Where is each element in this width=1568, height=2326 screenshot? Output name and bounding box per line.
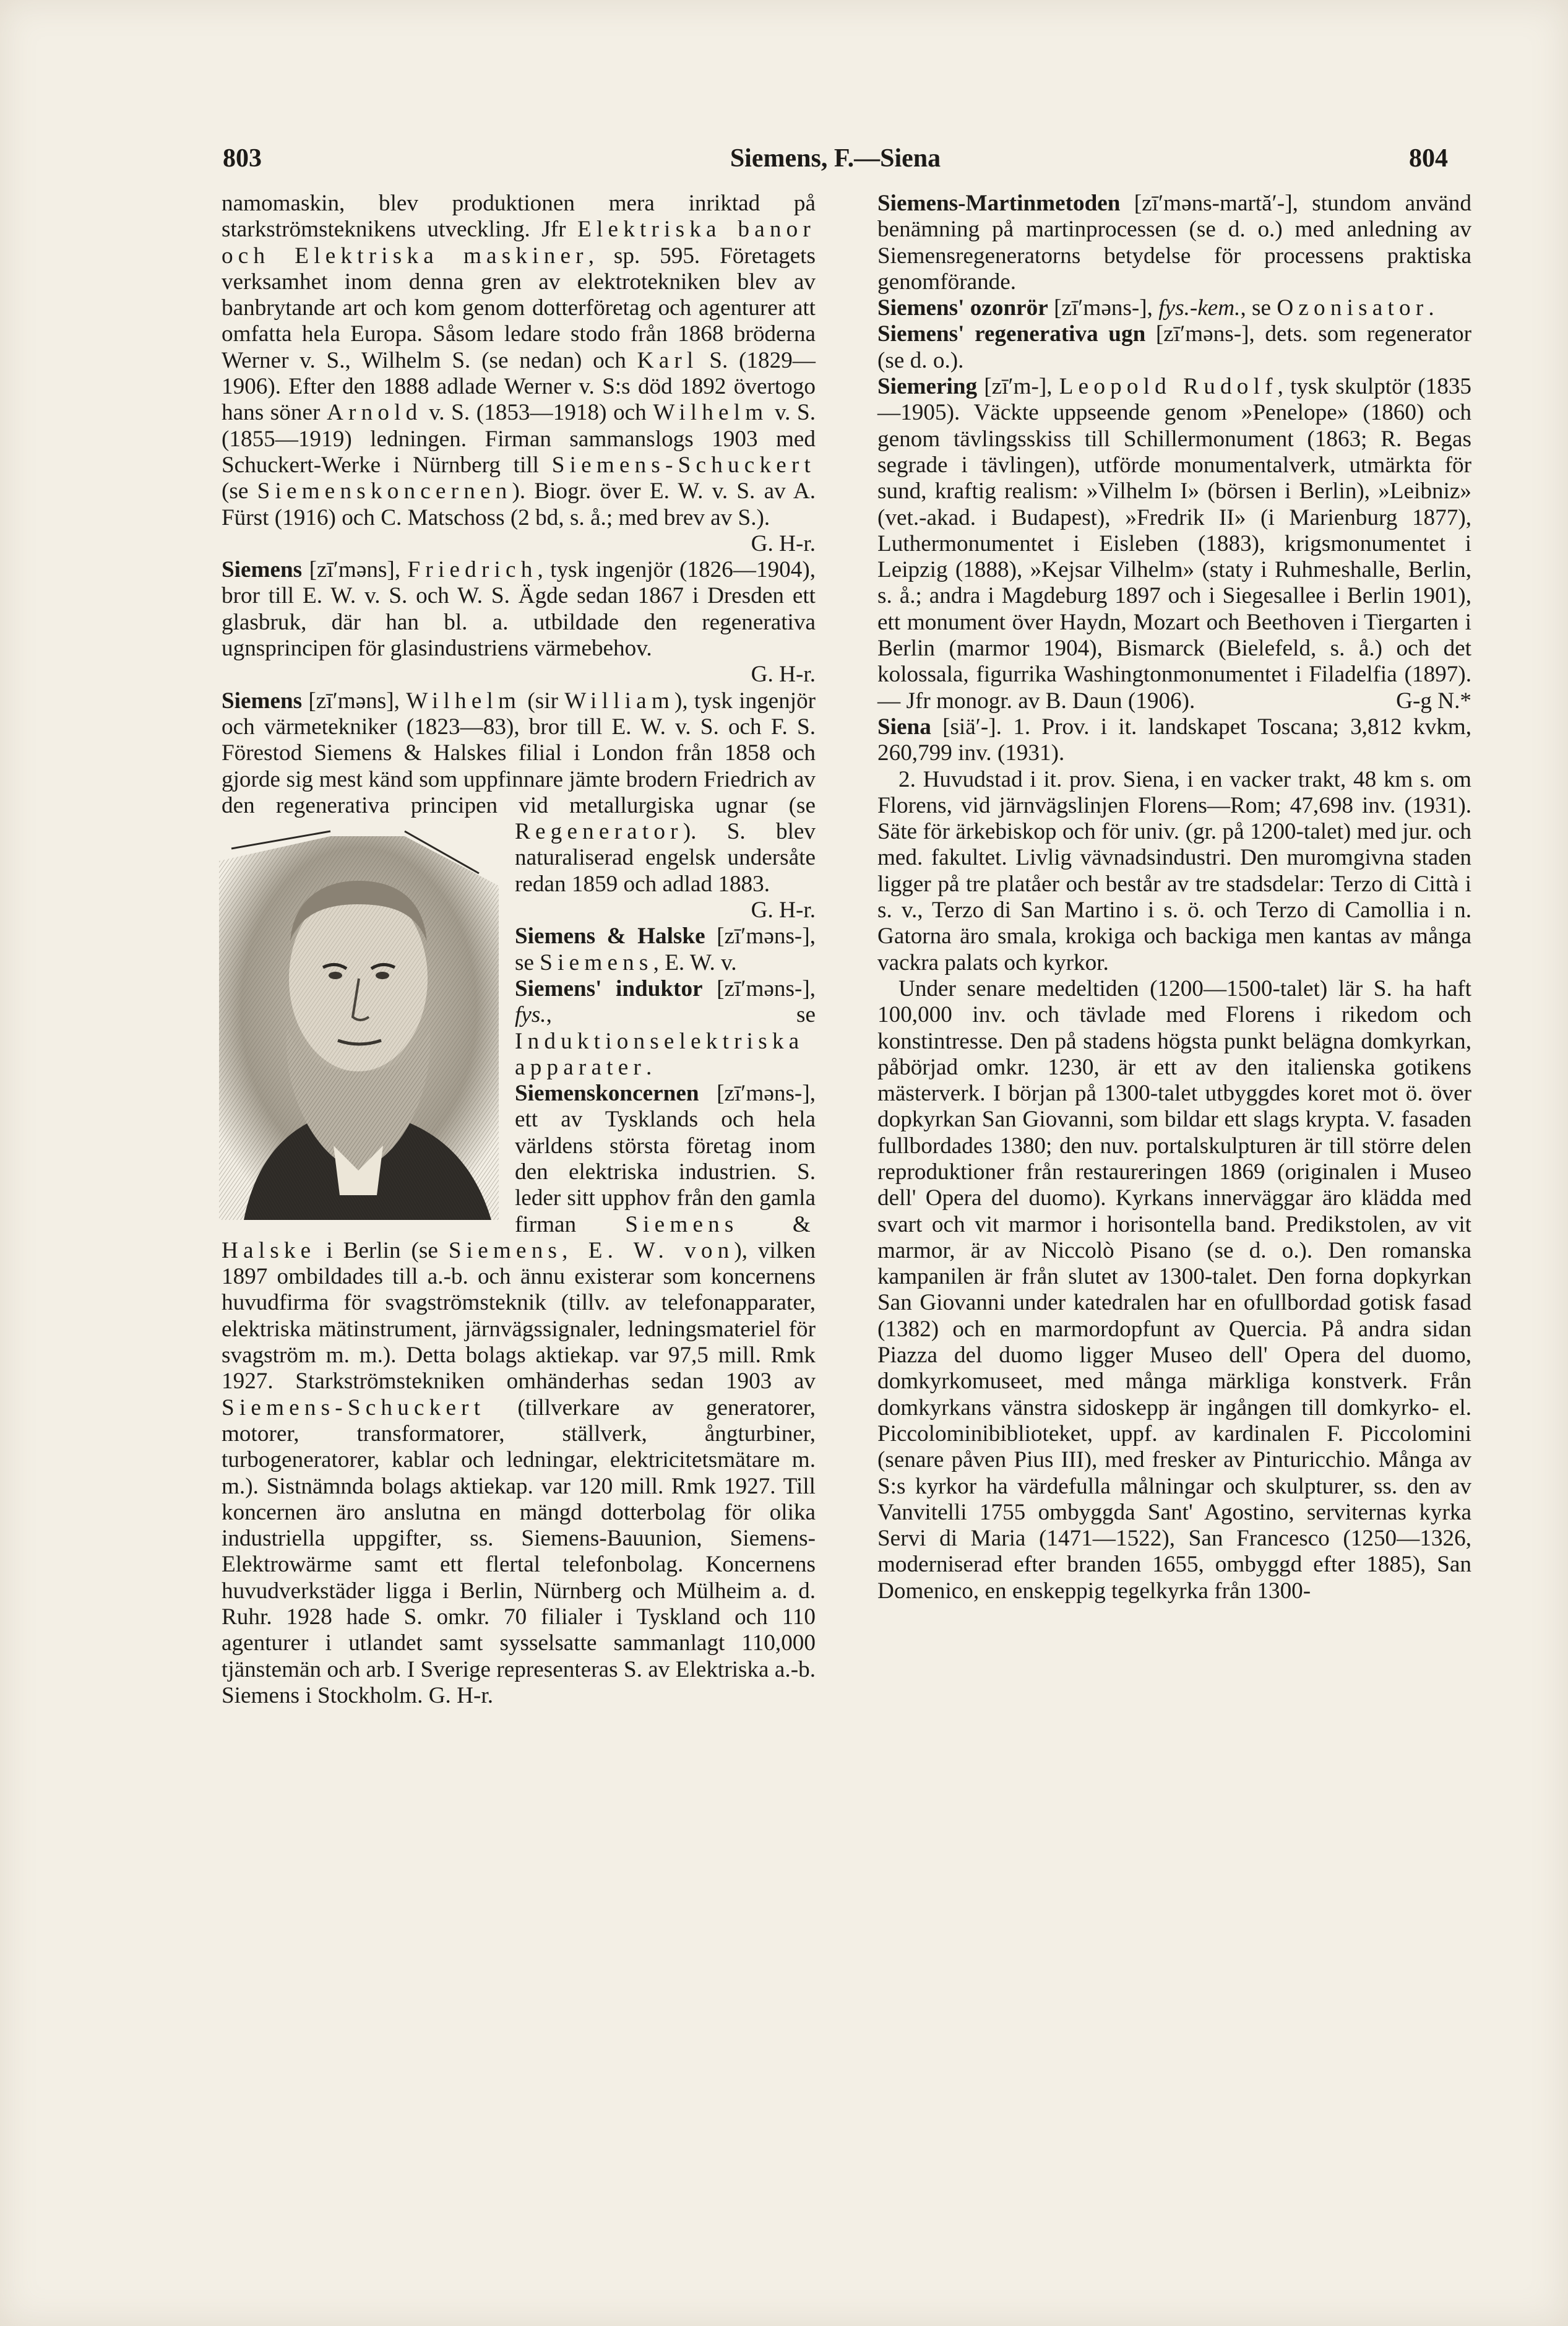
cross-reference: Induktionselektriska apparater [515, 1028, 804, 1080]
entry-siemens-induktor: Siemens' induktor [zī′məns-], fys., se Induktionselektriska apparater. [515, 975, 816, 1080]
entry-siemens-continuation: namomaskin, blev produktionen mera inriktad på starkströmsteknikens utveckling. Jfr Elektriska banor och Elektriska maskiner, sp. 595. Företagets verksamhet inom denna gren av elektrotekniken blev av banbrytande art och kom genom dotterföretag och agenturer att omfatta hela Europa. Såsom ledare stodo från 1868 bröderna Werner v. S., Wilhelm S. (se nedan) och Karl S. (1829—1906). Efter den 1888 adlade Werner v. S:s död 1892 övertogo hans söner Arnold v. S. (1853—1918) och Wilhelm v. S. (1855—1919) ledningen. Firman sammanslogs 1903 med Schuckert-Werke i Nürnberg till Siemens-Schuckert (se Siemenskoncernen). Biogr. över E. W. v. S. av A. Fürst (1916) och C. Matschoss (2 bd, s. å.; med brev av S.). G. H-r. [222, 191, 816, 556]
pronunciation: [zī′məns], [309, 557, 401, 583]
cross-reference: Siemens [540, 949, 653, 975]
cross-reference: Siemens, E. W. von [448, 1237, 734, 1263]
column-left [222, 191, 816, 1709]
entry-siena-paragraph: Under senare medeltiden (1200—1500-talet) lär S. ha haft 100,000 inv. och tävlade med Florens i rikedom och konstintresse. Den på stadens högsta punkt belägna domkyrkan, påbörjad omkr. 1230, är ett av den italienska gotikens mästerverk. I början på 1300-talet utbyggdes koret mot ö. över dopkyrkan San Giovanni, som bildar ett slags krypta. V. fasaden fullbordades 1380; den nuv. portalskulpturen är till större delen reproduktioner från restaureringen 1869 (originalen i Museo dell' Opera del duomo). Kyrkans innerväggar äro klädda med svart och vit marmor i horisontella band. Predikstolen, av vit marmor, är av Niccolò Pisano (se d. o.). Den romanska kampanilen är från slutet av 1300-talet. Den forna dopkyrkan San Giovanni under katedralen har en ofullbordad gotisk fasad (1382) och en marmordopfunt av Quercia. På andra sidan Piazza del duomo ligger Museo dell' Opera del duomo, domkyrkomuseet, med många märkliga konstverk. Från domkyrkans vänstra sidoskepp är ingången till domkyrko- el. Piccolominibiblioteket, uppf. av kardinalen F. Piccolomini (senare påven Pius III), med fresker av Pinturicchio. Många av S:s kyrkor ha värdefulla målningar och skulpturer, ss. den av Vanvitelli 1755 ombyggda Sant' Agostino, serviternas kyrka Servi di Maria (1471—1522), San Francesco (1250—1326, moderniserad efter branden 1655, ombyggd efter 1885), San Domenico, en enskeppig tegelkyrka från 1300- [877, 975, 1471, 1604]
entry-siemens-halske: Siemens & Halske [zī′məns-], se Siemens, E. W. v. [515, 923, 816, 975]
cross-reference: Siemens & Halske [222, 1211, 816, 1263]
page-number-left: 803 [223, 144, 262, 173]
headword: Siemens-Martinmetoden [877, 191, 1121, 216]
headword: Siemens & Halske [515, 923, 705, 949]
headword: Siemens' regenerativa ugn [877, 321, 1146, 347]
pronunciation: [siä′-]. [942, 714, 1002, 740]
cross-reference: Siemenskoncernen [257, 478, 512, 504]
cross-reference: Ozonisator [1277, 295, 1429, 321]
entry-siemering: Siemering [zī′m-], Leopold Rudolf, tysk skulptör (1835—1905). Väckte uppseende genom »Penelope» (1860) och genom tävlingsskiss till Schillermonument (1863; R. Begas segrade i tävlingen), utförde monumentalverk, utmärkta för sund, kraftig realism: »Vilhelm I» (börsen i Berlin), »Leibniz» (vet.-akad. i Budapest), »Fredrik II» (i Marienburg 1877), Luthermonumentet i Eisleben (1883), krigsmonumentet i Leipzig (1888), »Kejsar Vilhelm» (staty i Ruhmeshalle, Berlin, s. å.; andra i Magdeburg 1897 och i Siegesallee i Berlin 1901), ett monument över Haydn, Mozart och Beethoven i Tiergarten i Berlin (marmor 1904), Bismarck (Bielefeld, s. å.) och det kolossala, figurrika Washingtonmonumentet i Filadelfia (1897). — Jfr monogr. av B. Daun (1906). G-g N.* [877, 374, 1471, 714]
page-number-right: 804 [1409, 144, 1448, 173]
entry-siemens-ozonror: Siemens' ozonrör [zī′məns-], fys.-kem., se Ozonisator. [877, 295, 1434, 321]
page-header [223, 144, 1448, 181]
pronunciation: [zī′məns-], [1155, 321, 1255, 347]
portrait-engraving [219, 824, 499, 1220]
headword: Siemering [877, 374, 978, 400]
entry-siemens-martinmetoden: Siemens-Martinmetoden [zī′məns-martă′-], stundom använd benämning på martinprocessen (se d. o.) med anledning av Siemensregeneratorns betydelse för processens praktiska genomförande. [877, 191, 1471, 295]
entry-siemenskoncernen: Siemenskoncernen [zī′məns-], ett av Tysklands och hela världens största företag inom den elektriska industrien. S. leder sitt upphov från den gamla firman Siemens & Halske i Berlin (se Siemens, E. W. von), vilken 1897 ombildades till a.-b. och ännu existerar som koncernens huvudfirma för svagströmsteknik (tillv. av telefonapparater, elektriska mätinstrument, järnvägssignaler, ledningsmateriel för svagström m. m.). Detta bolags aktiekap. var 97,5 mill. Rmk 1927. Starkströmstekniken omhänderhas sedan 1903 av Siemens-Schuckert (tillverkare av generatorer, motorer, transformatorer, ställverk, ångturbiner, turbogeneratorer, kablar och ledningar, elektricitetsmätare m. m.). Sistnämnda bolags aktiekap. var 120 mill. Rmk 1927. Till koncernen äro anslutna en mängd dotterbolag för olika industriella uppgifter, ss. Siemens-Bauunion, Siemens-Elektrowärme samt ett flertal telefonbolag. Koncernens huvudverkstäder ligga i Berlin, Nürnberg och Mülheim a. d. Ruhr. 1928 hade S. omkr. 70 filialer i Tyskland och 110 agenturer i utlandet samt sysselsatte sammanlagt 110,000 tjänstemän och arb. I Sverige representeras S. av Elektriska a.-b. Siemens i Stockholm. G. H-r. [222, 1081, 816, 1708]
entry-siena-paragraph: 2. Huvudstad i it. prov. Siena, i en vacker trakt, 48 km s. om Florens, vid järnvägslinjen Florens—Rom; 47,698 inv. (1931). Säte för ärkebiskop och för univ. (gr. på 1200-talet) med jur. och med. fakultet. Livlig vävnadsindustri. Den muromgivna staden ligger på tre platåer och består av tre stadsdelar: Terzo di Città i s. v., Terzo di San Martino i s. ö. och Terzo di Camollia i n. Gatorna äro smala, krokiga och backiga men kantas av många vackra palats och kyrkor. [877, 766, 1471, 975]
headword: Siemens' induktor [515, 975, 703, 1001]
cross-reference: Siemens-Schuckert [551, 452, 816, 478]
pronunciation: [zī′məns-], [1054, 295, 1153, 321]
cross-reference: Elektriska banor och Elektriska maskiner [222, 217, 816, 269]
pronunciation: [zī′məns], [308, 688, 400, 714]
cross-reference: Regenerator [515, 819, 683, 845]
author-signature: G. H-r. [751, 897, 816, 923]
headword: Siemens [222, 688, 303, 714]
headword: Siemens' ozonrör [877, 295, 1048, 321]
pronunciation: [zī′məns-], [717, 1081, 816, 1107]
column-right [877, 191, 1471, 1604]
pronunciation: [zī′m-], [984, 374, 1053, 400]
pronunciation: [zī′məns-], [717, 975, 816, 1001]
pronunciation: [zī′məns-martă′-], [1134, 191, 1298, 216]
author-signature: G. H-r. [751, 662, 816, 688]
running-title: Siemens, F.—Siena [730, 144, 941, 173]
author-signature: G. H-r. [428, 1682, 494, 1708]
pronunciation: [zī′məns-], [717, 923, 816, 949]
cross-reference: Siemens-Schuckert [222, 1394, 486, 1420]
entry-siemens-wilhelm: Siemens [zī′məns], Wilhelm (sir William), tysk ingenjör och värmetekniker (1823—83), bror till E. W. v. S. och F. S. Förestod Siemens & Halskes filial i London från 1858 och gjorde sig mest känd som uppfinnare jämte brodern Friedrich av den regenerativa principen vid metallurgiska ugnar (se Regenerator). S. blev naturaliserad engelsk undersåte redan 1859 och adlad 1883. G. H-r. [222, 688, 816, 924]
entry-siemens-regenerativa-ugn: Siemens' regenerativa ugn [zī′məns-], dets. som regenerator (se d. o.). [877, 321, 1472, 373]
author-signature: G-g N.* [1396, 688, 1471, 714]
entry-siena: Siena [siä′-]. 1. Prov. i it. landskapet Toscana; 3,812 kvkm, 260,799 inv. (1931). [877, 714, 1472, 766]
entry-siemens-friedrich: Siemens [zī′məns], Friedrich, tysk ingenjör (1826—1904), bror till E. W. v. S. och W. S. Ägde sedan 1867 i Dresden ett glasbruk, där han bl. a. utbildade den regenerativa ugnsprincipen för glasindustriens värmebehov. G. H-r. [222, 557, 816, 688]
headword: Siemenskoncernen [515, 1081, 699, 1107]
author-signature: G. H-r. [751, 530, 816, 556]
headword: Siemens [222, 557, 303, 583]
headword: Siena [877, 714, 931, 740]
